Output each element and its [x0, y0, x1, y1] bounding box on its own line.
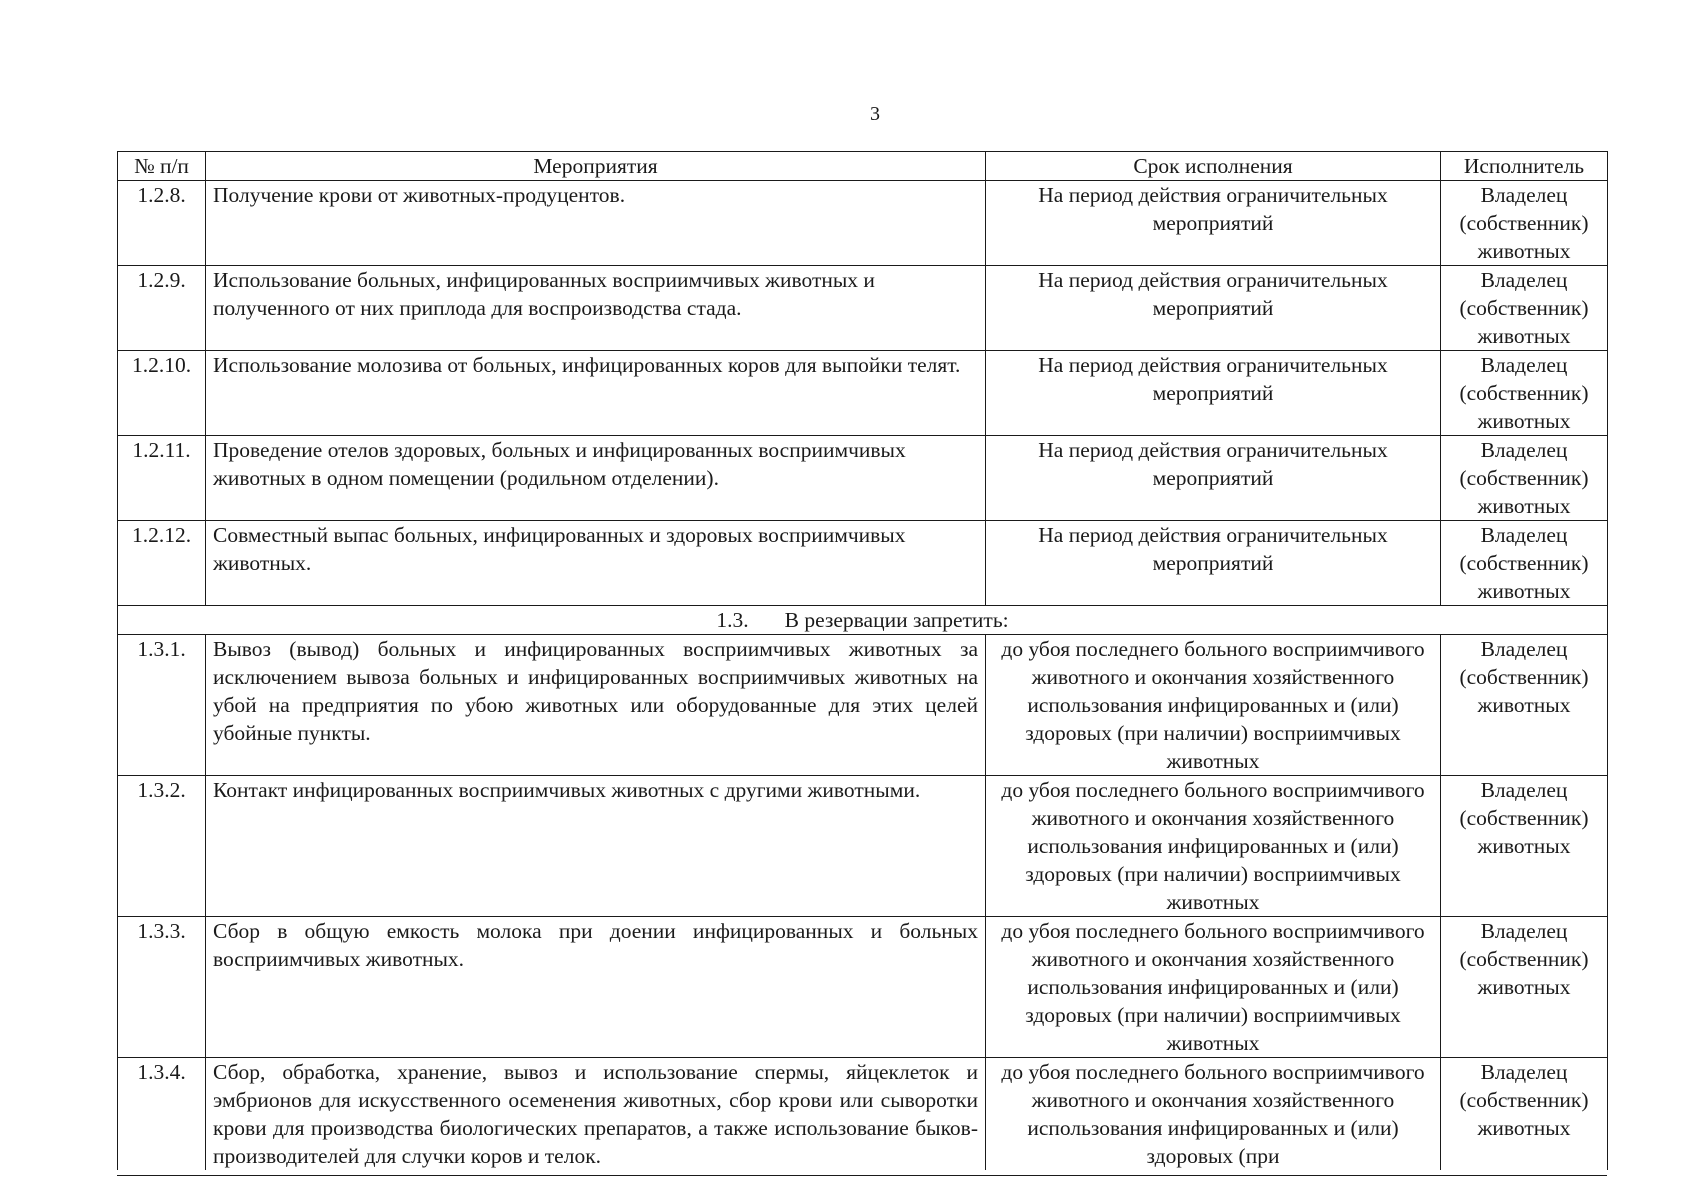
- row-number: 1.2.8.: [118, 181, 206, 266]
- row-executor: Владелец (собственник) животных: [1441, 266, 1608, 351]
- table-bottom-border: [117, 1175, 1607, 1176]
- row-number: 1.3.1.: [118, 635, 206, 776]
- row-executor: Владелец (собственник) животных: [1441, 436, 1608, 521]
- table-row: [118, 776, 1608, 917]
- table-row: [118, 917, 1608, 1058]
- row-action: Сбор, обработка, хранение, вывоз и использование спермы, яйцеклеток и эмбрионов для искусственного осеменения животных, сбор крови или сыворотки крови для производства биологических препаратов, а также использование быков-производителей для случки коров и телок.: [206, 1058, 986, 1171]
- row-term: до убоя последнего больного восприимчивого животного и окончания хозяйственного использования инфицированных и (или) здоровых (при наличии) восприимчивых животных: [986, 917, 1441, 1058]
- row-executor: Владелец (собственник) животных: [1441, 917, 1608, 1058]
- row-term: до убоя последнего больного восприимчивого животного и окончания хозяйственного использования инфицированных и (или) здоровых (при наличии) восприимчивых животных: [986, 635, 1441, 776]
- row-executor: Владелец (собственник) животных: [1441, 351, 1608, 436]
- table-row: [118, 436, 1608, 521]
- row-number: 1.2.10.: [118, 351, 206, 436]
- row-term: На период действия ограничительных мероприятий: [986, 436, 1441, 521]
- row-number: 1.3.4.: [118, 1058, 206, 1171]
- table-row: [118, 635, 1608, 776]
- table-row: [118, 181, 1608, 266]
- row-number: 1.2.11.: [118, 436, 206, 521]
- row-term: На период действия ограничительных мероприятий: [986, 351, 1441, 436]
- header-action: Мероприятия: [206, 152, 986, 181]
- row-executor: Владелец (собственник) животных: [1441, 521, 1608, 606]
- row-number: 1.2.12.: [118, 521, 206, 606]
- row-term: до убоя последнего больного восприимчивого животного и окончания хозяйственного использования инфицированных и (или) здоровых (при наличии) восприимчивых животных: [986, 776, 1441, 917]
- row-action: Проведение отелов здоровых, больных и инфицированных восприимчивых животных в одном помещении (родильном отделении).: [206, 436, 986, 521]
- table-row: [118, 521, 1608, 606]
- row-executor: Владелец (собственник) животных: [1441, 1058, 1608, 1171]
- header-term: Срок исполнения: [986, 152, 1441, 181]
- row-term: На период действия ограничительных мероприятий: [986, 181, 1441, 266]
- header-row: [118, 152, 1608, 181]
- section-heading-row: [118, 606, 1608, 635]
- table-body: [118, 181, 1608, 1171]
- row-number: 1.2.9.: [118, 266, 206, 351]
- row-term: На период действия ограничительных мероприятий: [986, 266, 1441, 351]
- section-title: В резервации запретить:: [784, 608, 1009, 632]
- row-executor: Владелец (собственник) животных: [1441, 181, 1608, 266]
- section-heading: [118, 606, 1608, 635]
- row-action: Сбор в общую емкость молока при доении инфицированных и больных восприимчивых животных.: [206, 917, 986, 1058]
- row-term: На период действия ограничительных мероприятий: [986, 521, 1441, 606]
- row-action: Вывоз (вывод) больных и инфицированных восприимчивых животных за исключением вывоза больных и инфицированных восприимчивых животных на убой на предприятия по убою животных или оборудованные для этих целей убойные пункты.: [206, 635, 986, 776]
- row-executor: Владелец (собственник) животных: [1441, 776, 1608, 917]
- row-action: Контакт инфицированных восприимчивых животных с другими животными.: [206, 776, 986, 917]
- table-row: [118, 266, 1608, 351]
- table-row: [118, 1058, 1608, 1171]
- header-executor: Исполнитель: [1441, 152, 1608, 181]
- table-row: [118, 351, 1608, 436]
- row-term: до убоя последнего больного восприимчивого животного и окончания хозяйственного использования инфицированных и (или) здоровых (при: [986, 1058, 1441, 1171]
- header-num: № п/п: [118, 152, 206, 181]
- row-action: Использование больных, инфицированных восприимчивых животных и полученного от них приплода для воспроизводства стада.: [206, 266, 986, 351]
- measures-table: [117, 151, 1608, 1170]
- row-number: 1.3.2.: [118, 776, 206, 917]
- row-action: Использование молозива от больных, инфицированных коров для выпойки телят.: [206, 351, 986, 436]
- table-header: [118, 152, 1608, 181]
- row-action: Получение крови от животных-продуцентов.: [206, 181, 986, 266]
- row-action: Совместный выпас больных, инфицированных и здоровых восприимчивых животных.: [206, 521, 986, 606]
- section-code: 1.3.: [716, 608, 749, 632]
- row-number: 1.3.3.: [118, 917, 206, 1058]
- row-executor: Владелец (собственник) животных: [1441, 635, 1608, 776]
- page-number: 3: [870, 103, 880, 125]
